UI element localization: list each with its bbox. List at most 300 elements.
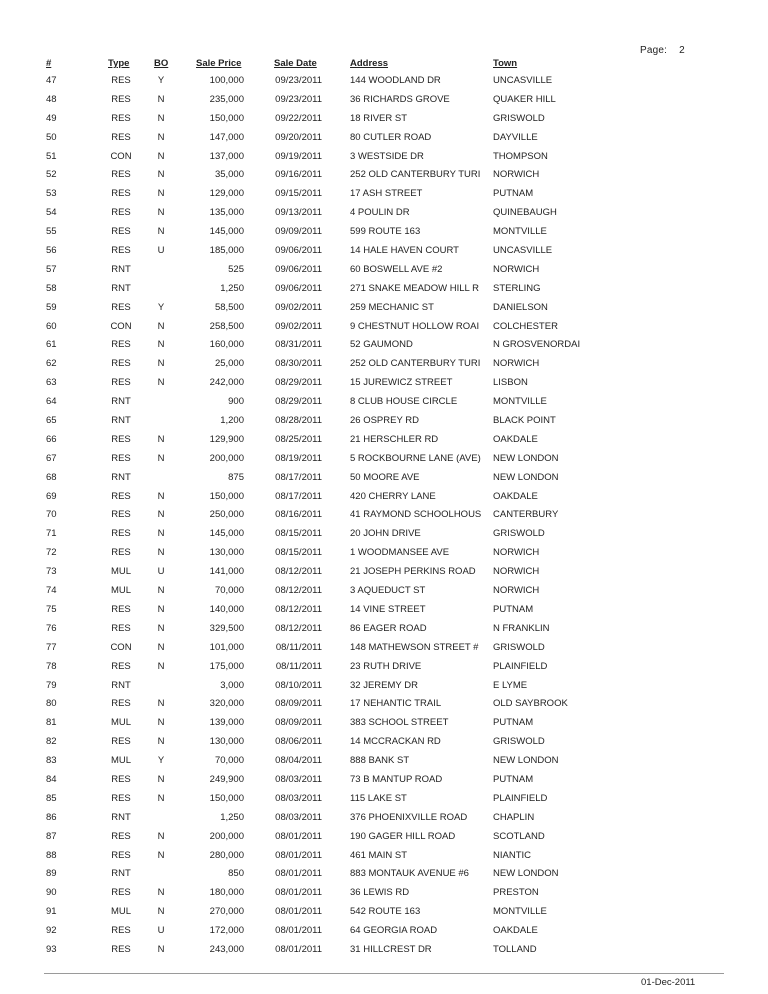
row-type: CON [110,641,132,653]
row-bo: N [157,943,165,955]
row-number: 82 [46,736,57,748]
row-sale-date: 08/09/2011 [275,717,322,729]
header-town: Town [493,58,518,69]
row-bo: N [157,849,165,861]
row-town: MONTVILLE [493,226,547,238]
row-town: UNCASVILLE [493,75,553,86]
row-address: 383 SCHOOL STREET [350,717,449,729]
row-sale-price: 129,000 [209,188,244,200]
row-address: 14 MCCRACKAN RD [350,736,441,748]
table-row [0,658,768,677]
row-address: 17 NEHANTIC TRAIL [350,698,442,710]
row-type: RES [111,188,131,200]
row-sale-price: 258,500 [209,320,244,332]
table-row [0,261,768,280]
row-sale-date: 08/30/2011 [275,358,322,370]
row-town: TOLLAND [493,943,537,955]
row-sale-date: 08/01/2011 [275,925,322,937]
row-number: 91 [46,906,57,918]
row-sale-date: 09/06/2011 [275,245,322,257]
row-number: 90 [46,887,57,899]
row-bo: N [157,773,165,785]
row-address: 252 OLD CANTERBURY TURI [350,358,481,370]
row-address: 36 LEWIS RD [350,887,410,899]
row-type: RES [111,490,131,502]
row-number: 80 [46,698,57,710]
row-sale-date: 08/12/2011 [275,622,322,634]
table-row [0,412,768,431]
row-sale-date: 09/06/2011 [275,263,322,275]
row-sale-price: 140,000 [209,603,244,615]
row-town: NEW LONDON [493,755,559,767]
row-bo: N [157,792,165,804]
row-town: NEW LONDON [493,471,559,483]
row-number: 86 [46,811,57,823]
row-sale-price: 100,000 [209,75,244,86]
row-town: NORWICH [493,547,540,559]
table-row [0,166,768,185]
row-address: 60 BOSWELL AVE #2 [350,263,443,275]
row-number: 59 [46,301,57,313]
row-sale-date: 08/10/2011 [275,679,322,691]
row-number: 65 [46,415,57,427]
row-bo: N [157,452,165,464]
row-sale-date: 08/11/2011 [275,660,322,672]
row-town: PLAINFIELD [493,792,548,804]
row-number: 55 [46,226,57,238]
row-bo: N [157,906,165,918]
row-type: RES [111,792,131,804]
row-number: 58 [46,282,57,294]
row-bo: N [157,320,165,332]
row-type: RES [111,358,131,370]
row-number: 75 [46,603,57,615]
row-sale-price: 145,000 [209,528,244,540]
row-sale-date: 08/19/2011 [275,452,322,464]
row-sale-date: 09/09/2011 [275,226,322,238]
row-sale-date: 08/11/2011 [275,641,322,653]
row-type: RES [111,736,131,748]
row-number: 63 [46,377,57,389]
row-bo: N [157,433,165,445]
row-town: PUTNAM [493,603,534,615]
row-address: 31 HILLCREST DR [350,943,432,955]
row-number: 56 [46,245,57,257]
row-type: RES [111,75,131,86]
row-sale-date: 09/16/2011 [275,169,322,181]
row-address: 144 WOODLAND DR [350,75,441,86]
row-address: 3 AQUEDUCT ST [350,585,426,597]
row-sale-price: 850 [228,868,244,880]
row-type: MUL [110,585,132,597]
row-type: RES [111,660,131,672]
row-bo: N [157,226,165,238]
row-sale-price: 145,000 [209,226,244,238]
row-sale-price: 101,000 [209,641,244,653]
row-sale-date: 08/06/2011 [275,736,322,748]
row-sale-date: 09/13/2011 [275,207,322,219]
table-row [0,129,768,148]
row-type: CON [110,150,132,162]
row-sale-date: 09/22/2011 [275,112,322,124]
row-number: 79 [46,679,57,691]
row-sale-date: 08/01/2011 [275,849,322,861]
row-address: 21 HERSCHLER RD [350,433,439,445]
page-number: 2 [679,45,685,56]
row-town: BLACK POINT [493,415,556,427]
row-type: RNT [111,811,131,823]
row-type: RES [111,547,131,559]
row-type: RES [111,433,131,445]
row-town: PUTNAM [493,717,534,729]
row-number: 89 [46,868,57,880]
row-town: NORWICH [493,169,540,181]
row-address: 18 RIVER ST [350,112,408,124]
row-number: 61 [46,339,57,351]
row-number: 93 [46,943,57,955]
row-bo: N [157,887,165,899]
row-sale-price: 135,000 [209,207,244,219]
table-row [0,450,768,469]
row-town: NORWICH [493,585,540,597]
row-sale-date: 08/01/2011 [275,830,322,842]
footer-divider [44,973,724,974]
row-town: PUTNAM [493,773,534,785]
row-town: LISBON [493,377,528,389]
row-type: RNT [111,868,131,880]
table-row [0,865,768,884]
row-sale-date: 08/25/2011 [275,433,322,445]
row-number: 64 [46,396,57,408]
page-indicator [640,45,685,56]
row-town: OAKDALE [493,433,538,445]
row-number: 72 [46,547,57,559]
row-sale-date: 08/15/2011 [275,547,322,559]
table-row [0,714,768,733]
row-sale-date: 08/01/2011 [275,868,322,880]
table-row [0,771,768,790]
row-sale-price: 185,000 [209,245,244,257]
table-row [0,884,768,903]
row-town: UNCASVILLE [493,245,553,257]
row-address: 271 SNAKE MEADOW HILL R [350,282,479,294]
row-sale-price: 160,000 [209,339,244,351]
row-sale-date: 08/16/2011 [275,509,322,521]
row-sale-price: 175,000 [209,660,244,672]
row-number: 69 [46,490,57,502]
row-town: CHAPLIN [493,811,535,823]
table-row [0,809,768,828]
row-bo: N [157,660,165,672]
row-sale-date: 09/06/2011 [275,282,322,294]
row-number: 57 [46,263,57,275]
row-sale-price: 147,000 [209,131,244,143]
row-bo: Y [157,755,165,767]
row-address: 461 MAIN ST [350,849,408,861]
row-sale-price: 130,000 [209,547,244,559]
row-type: RES [111,622,131,634]
row-number: 62 [46,358,57,370]
header-number: # [46,58,52,69]
row-sale-date: 08/12/2011 [275,566,322,578]
row-address: 86 EAGER ROAD [350,622,427,634]
row-number: 88 [46,849,57,861]
row-type: CON [110,320,132,332]
row-number: 73 [46,566,57,578]
row-sale-price: 139,000 [209,717,244,729]
row-address: 190 GAGER HILL ROAD [350,830,456,842]
table-row [0,336,768,355]
row-bo: N [157,358,165,370]
row-number: 78 [46,660,57,672]
table-row [0,318,768,337]
row-number: 48 [46,93,57,105]
row-number: 84 [46,773,57,785]
row-number: 60 [46,320,57,332]
table-row [0,922,768,941]
table-row [0,110,768,129]
row-number: 81 [46,717,57,729]
row-town: N FRANKLIN [493,622,550,634]
row-number: 53 [46,188,57,200]
row-address: 73 B MANTUP ROAD [350,773,443,785]
table-row [0,204,768,223]
row-address: 542 ROUTE 163 [350,906,421,918]
row-address: 148 MATHEWSON STREET # [350,641,479,653]
header-type: Type [108,58,130,69]
row-number: 76 [46,622,57,634]
row-sale-date: 08/01/2011 [275,943,322,955]
row-type: RES [111,93,131,105]
row-type: RES [111,452,131,464]
row-address: 50 MOORE AVE [350,471,420,483]
row-sale-price: 525 [228,263,244,275]
row-type: RNT [111,471,131,483]
row-sale-date: 08/03/2011 [275,811,322,823]
row-town: COLCHESTER [493,320,558,332]
row-type: RES [111,943,131,955]
row-address: 15 JUREWICZ STREET [350,377,453,389]
row-bo: N [157,717,165,729]
row-town: MONTVILLE [493,906,547,918]
row-bo: N [157,603,165,615]
row-type: MUL [110,717,132,729]
row-address: 23 RUTH DRIVE [350,660,422,672]
table-row [0,677,768,696]
row-town: GRISWOLD [493,736,545,748]
row-type: MUL [110,906,132,918]
row-bo: N [157,585,165,597]
row-sale-date: 08/03/2011 [275,773,322,785]
table-row [0,280,768,299]
table-row [0,695,768,714]
row-type: MUL [110,566,132,578]
row-town: DANIELSON [493,301,548,313]
row-type: RES [111,301,131,313]
row-bo: N [157,93,165,105]
row-sale-price: 242,000 [209,377,244,389]
row-sale-price: 270,000 [209,906,244,918]
row-sale-price: 329,500 [209,622,244,634]
row-address: 115 LAKE ST [350,792,407,804]
row-type: RES [111,925,131,937]
row-type: RES [111,339,131,351]
table-row [0,355,768,374]
row-address: 14 VINE STREET [350,603,426,615]
row-town: OLD SAYBROOK [493,698,568,710]
row-bo: N [157,339,165,351]
row-bo: N [157,622,165,634]
row-town: E LYME [493,679,528,691]
row-town: QUAKER HILL [493,93,556,105]
row-type: RES [111,603,131,615]
footer-date: 01-Dec-2011 [641,977,696,988]
row-address: 1 WOODMANSEE AVE [350,547,450,559]
row-sale-price: 58,500 [214,301,244,313]
row-bo: U [157,245,165,257]
table-row [0,223,768,242]
row-type: RES [111,528,131,540]
row-town: N GROSVENORDAI [493,339,581,351]
row-type: RES [111,207,131,219]
row-address: 26 OSPREY RD [350,415,419,427]
row-sale-price: 1,250 [220,811,244,823]
row-address: 80 CUTLER ROAD [350,131,432,143]
row-town: THOMPSON [493,150,548,162]
row-sale-price: 1,200 [220,415,244,427]
table-row [0,601,768,620]
row-town: DAYVILLE [493,131,538,143]
row-number: 67 [46,452,57,464]
row-type: RES [111,377,131,389]
row-town: SCOTLAND [493,830,545,842]
header-bo: BO [154,58,169,69]
row-address: 5 ROCKBOURNE LANE (AVE) [350,452,481,464]
row-bo: N [157,698,165,710]
row-bo: N [157,547,165,559]
row-address: 259 MECHANIC ST [350,301,434,313]
row-type: RES [111,773,131,785]
table-row [0,733,768,752]
row-number: 47 [46,75,57,86]
row-sale-price: 200,000 [209,830,244,842]
row-town: NEW LONDON [493,868,559,880]
table-row [0,828,768,847]
row-type: RES [111,226,131,238]
row-sale-date: 08/01/2011 [275,906,322,918]
row-bo: N [157,131,165,143]
row-sale-price: 70,000 [214,585,244,597]
row-address: 252 OLD CANTERBURY TURI [350,169,481,181]
row-town: STERLING [493,282,541,294]
row-type: RES [111,849,131,861]
table-row [0,544,768,563]
row-number: 52 [46,169,57,181]
row-address: 17 ASH STREET [350,188,423,200]
row-sale-price: 150,000 [209,490,244,502]
row-sale-date: 08/03/2011 [275,792,322,804]
row-number: 87 [46,830,57,842]
row-sale-price: 150,000 [209,112,244,124]
row-sale-date: 09/23/2011 [275,75,322,86]
table-row [0,563,768,582]
row-town: GRISWOLD [493,641,545,653]
row-town: NORWICH [493,566,540,578]
table-row [0,847,768,866]
row-sale-price: 70,000 [214,755,244,767]
row-sale-price: 130,000 [209,736,244,748]
row-type: RNT [111,263,131,275]
table-row [0,525,768,544]
table-row [0,752,768,771]
row-town: MONTVILLE [493,396,547,408]
row-number: 70 [46,509,57,521]
table-row [0,72,768,91]
row-address: 41 RAYMOND SCHOOLHOUS [350,509,482,521]
row-sale-date: 09/20/2011 [275,131,322,143]
row-sale-date: 09/19/2011 [275,150,322,162]
row-type: RES [111,887,131,899]
row-bo: N [157,377,165,389]
row-bo: N [157,207,165,219]
table-row [0,299,768,318]
row-type: RES [111,509,131,521]
row-type: RNT [111,396,131,408]
row-sale-price: 900 [228,396,244,408]
table-row [0,91,768,110]
row-sale-price: 249,900 [209,773,244,785]
row-sale-date: 08/15/2011 [275,528,322,540]
row-address: 32 JEREMY DR [350,679,418,691]
header-sale-date: Sale Date [274,58,317,69]
row-sale-date: 08/12/2011 [275,585,322,597]
row-type: MUL [110,755,132,767]
row-bo: N [157,528,165,540]
row-town: PLAINFIELD [493,660,548,672]
row-bo: Y [157,75,165,86]
row-number: 50 [46,131,57,143]
row-type: RES [111,169,131,181]
row-sale-price: 243,000 [209,943,244,955]
row-sale-date: 08/09/2011 [275,698,322,710]
row-sale-price: 137,000 [209,150,244,162]
header-sale-price: Sale Price [196,58,242,69]
table-row [0,941,768,960]
row-town: NIANTIC [493,849,531,861]
row-town: QUINEBAUGH [493,207,557,219]
row-type: RNT [111,415,131,427]
row-bo: N [157,112,165,124]
row-sale-date: 09/02/2011 [275,301,322,313]
row-sale-price: 3,000 [220,679,244,691]
row-sale-price: 250,000 [209,509,244,521]
row-bo: N [157,509,165,521]
row-number: 68 [46,471,57,483]
row-sale-date: 08/17/2011 [275,490,322,502]
table-row [0,148,768,167]
row-sale-date: 08/28/2011 [275,415,322,427]
row-address: 888 BANK ST [350,755,410,767]
row-bo: N [157,188,165,200]
row-type: RNT [111,282,131,294]
row-bo: N [157,641,165,653]
row-number: 54 [46,207,57,219]
row-number: 92 [46,925,57,937]
row-address: 376 PHOENIXVILLE ROAD [350,811,468,823]
row-sale-price: 150,000 [209,792,244,804]
row-town: NORWICH [493,358,540,370]
row-town: GRISWOLD [493,112,545,124]
